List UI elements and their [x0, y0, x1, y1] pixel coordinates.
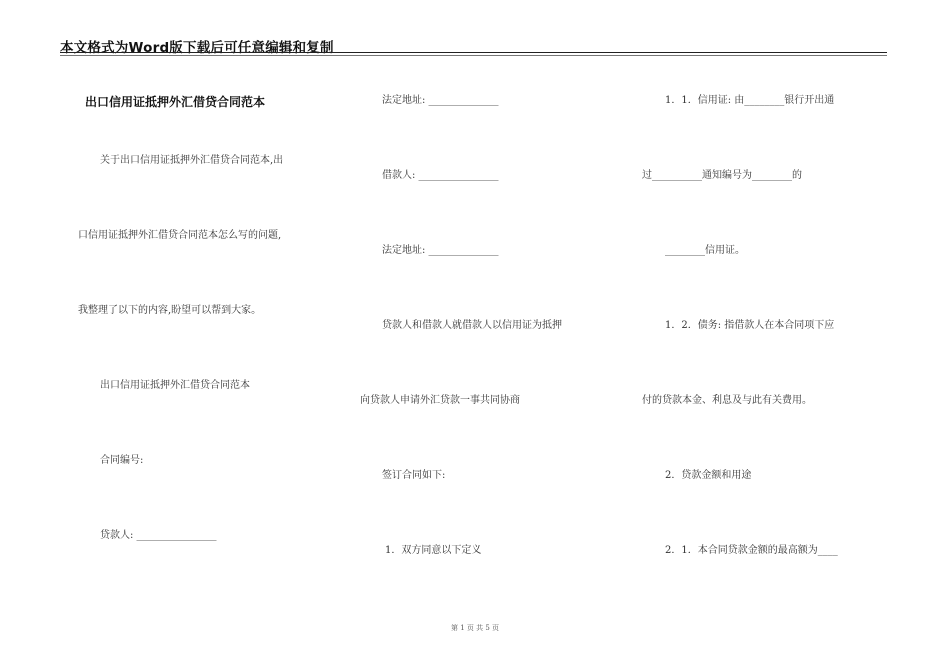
col3-line-6: 2．贷款金额和用途 [665, 470, 752, 481]
col1-line-5: 合同编号: [100, 455, 144, 466]
col2-line-5: 向贷款人申请外汇贷款一事共同协商 [360, 395, 520, 406]
col2-line-4: 贷款人和借款人就借款人以信用证为抵押 [382, 320, 562, 331]
col2-line-1: 法定地址: ______________ [382, 95, 499, 106]
col3-line-4: 1．2．债务: 指借款人在本合同项下应 [665, 320, 835, 331]
col3-line-1: 1．1．信用证: 由________银行开出通 [665, 95, 835, 106]
col2-line-3: 法定地址: ______________ [382, 245, 499, 256]
document-title: 出口信用证抵押外汇借贷合同范本 [85, 95, 266, 109]
col1-line-3: 我整理了以下的内容,盼望可以帮到大家。 [78, 305, 262, 316]
col1-line-1: 关于出口信用证抵押外汇借贷合同范本,出 [100, 155, 284, 166]
col2-line-7: 1．双方同意以下定义 [385, 545, 482, 556]
col1-line-4: 出口信用证抵押外汇借贷合同范本 [100, 380, 250, 391]
col1-line-6: 贷款人: ________________ [100, 530, 217, 541]
col2-line-2: 借款人: ________________ [382, 170, 499, 181]
header-rule-secondary [60, 55, 887, 56]
header-banner: 本文格式为Word版下载后可任意编辑和复制 [60, 40, 334, 56]
col2-line-6: 签订合同如下: [382, 470, 446, 481]
col3-line-7: 2．1．本合同贷款金额的最高额为____ [665, 545, 838, 556]
col3-line-5: 付的贷款本金、利息及与此有关费用。 [642, 395, 812, 406]
col1-line-2: 口信用证抵押外汇借贷合同范本怎么写的问题, [78, 230, 282, 241]
col3-line-3: ________信用证。 [665, 245, 745, 256]
header-rule [60, 52, 887, 53]
page-footer: 第 1 页 共 5 页 [450, 624, 500, 632]
col3-line-2: 过__________通知编号为________的 [642, 170, 802, 181]
